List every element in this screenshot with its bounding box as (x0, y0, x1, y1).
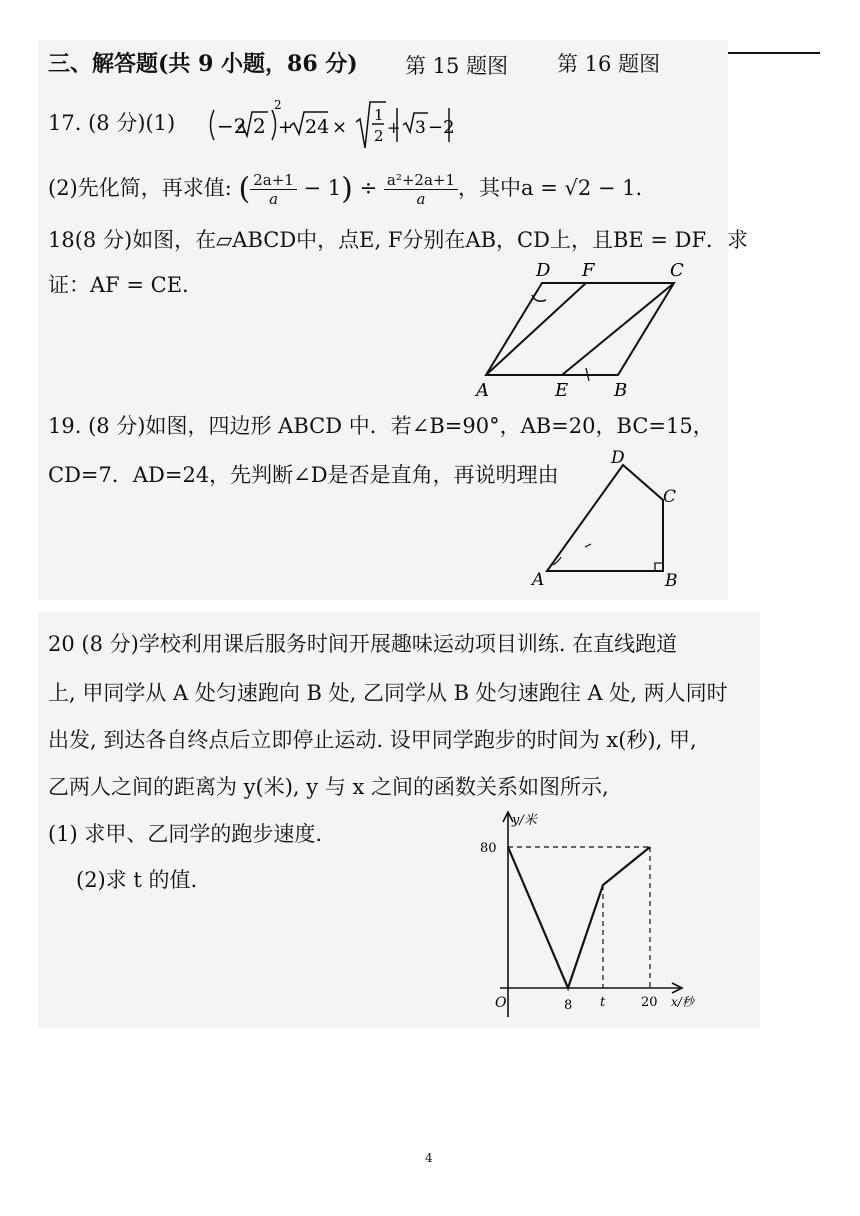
q17-condition: ，其中a = √2 − 1. (458, 176, 643, 200)
q17-part2-prefix: (2)先化简，再求值: (48, 176, 232, 200)
origin-label: O (495, 995, 507, 1011)
figure-16-label: 第 16 题图 (557, 52, 661, 76)
section-title: 三、解答题(共 9 小题，86 分) (48, 51, 358, 77)
svg-text:−2: −2 (428, 117, 455, 138)
fraction-2 (384, 171, 458, 208)
q20-line2: 上, 甲同学从 A 处匀速跑向 B 处, 乙同学从 B 处匀速跑往 A 处, 两人同时 (48, 681, 728, 705)
left-paren: ( (238, 171, 251, 207)
q20-sub2: (2)求 t 的值. (76, 868, 198, 892)
q20-line3: 出发, 到达各自终点后立即停止运动. 设甲同学跑步的时间为 x(秒), 甲, (48, 728, 697, 752)
label-e: E (555, 380, 569, 401)
fraction-2-denominator: a (416, 190, 426, 208)
q20-line1: 20 (8 分)学校利用课后服务时间开展趣味运动项目训练. 在直线跑道 (48, 632, 678, 656)
y-tick-80: 80 (480, 841, 497, 856)
q20-sub1: (1) 求甲、乙同学的跑步速度. (48, 822, 323, 846)
svg-text:−2: −2 (217, 114, 247, 138)
minus-one: − 1 (303, 176, 342, 200)
q18-parallelogram-figure (470, 252, 690, 402)
fraction-2-numerator: a²+2a+1 (384, 171, 458, 190)
x-tick-t: t (600, 995, 606, 1010)
q20-line4: 乙两人之间的距离为 y(米), y 与 x 之间的函数关系如图所示, (48, 775, 609, 799)
q19-quadrilateral-figure (525, 445, 685, 593)
svg-text:3: 3 (415, 118, 426, 138)
q20-function-graph (470, 800, 710, 1025)
label-d: D (611, 448, 625, 468)
page-number: 4 (425, 1151, 433, 1165)
header-rule (728, 52, 820, 54)
label-f: F (582, 260, 595, 281)
svg-text:24: 24 (305, 116, 330, 138)
svg-text:+: + (387, 118, 401, 137)
q19-line1: 19. (8 分)如图，四边形 ABCD 中．若∠B=90°，AB=20，BC=15， (48, 414, 714, 438)
x-tick-8: 8 (564, 998, 573, 1013)
label-d: D (536, 260, 551, 281)
label-a: A (476, 380, 489, 401)
svg-text:2: 2 (374, 127, 384, 145)
y-axis-label: y/米 (512, 813, 537, 828)
q18-line2: 证：AF = CE． (48, 273, 204, 297)
right-angle-mark-b (655, 563, 663, 571)
x-tick-20: 20 (641, 995, 658, 1010)
svg-text:×: × (332, 117, 348, 138)
stray-mark (585, 544, 591, 547)
segment-af (486, 283, 586, 375)
figure-15-label: 第 15 题图 (405, 54, 509, 78)
label-c: C (663, 487, 677, 507)
label-b: B (614, 380, 628, 401)
fraction-1 (250, 171, 297, 208)
svg-text:2: 2 (274, 98, 282, 112)
svg-text:+: + (278, 117, 294, 138)
q17-prefix: 17. (8 分)(1) (48, 111, 176, 135)
segment-ce (562, 283, 674, 375)
label-a: A (532, 570, 545, 590)
quadrilateral-abcd (547, 465, 663, 571)
label-c: C (670, 260, 684, 281)
q19-line2: CD=7．AD=24，先判断∠D是否是直角，再说明理由 (48, 463, 559, 487)
divide-sign: ÷ (359, 176, 378, 200)
q18-line1: 18(8 分)如图，在▱ABCD中，点E, F分别在AB，CD上，且BE = DF．求 (48, 228, 749, 252)
svg-text:2: 2 (253, 114, 266, 138)
q17-part1-expression (206, 96, 456, 154)
q17-part2-line (48, 166, 642, 210)
x-axis-label: x/秒 (671, 995, 694, 1009)
fraction-1-denominator: a (269, 190, 279, 208)
right-paren: ) (341, 171, 353, 207)
fraction-1-numerator: 2a+1 (250, 171, 297, 190)
distance-function-line (508, 847, 650, 988)
label-b: B (665, 571, 678, 591)
svg-text:1: 1 (374, 106, 384, 124)
